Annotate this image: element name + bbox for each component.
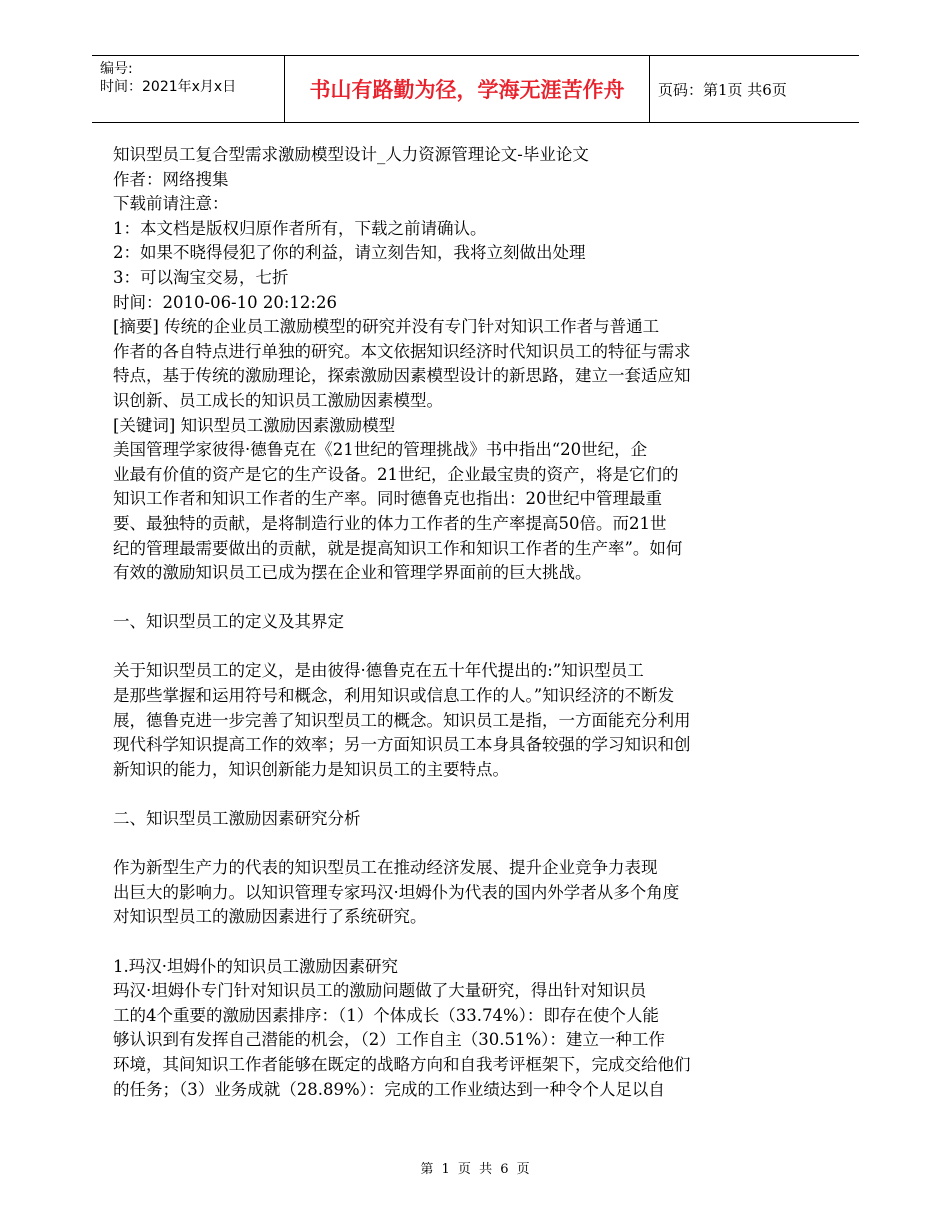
text-line: 作者的各自特点进行单独的研究。本文依据知识经济时代知识员工的特征与需求 xyxy=(113,341,691,361)
text-line: 2：如果不晓得侵犯了你的利益，请立刻告知，我将立刻做出处理 xyxy=(113,243,586,263)
footer-page-number: 1 xyxy=(441,1162,450,1177)
text-line: 作者：网络搜集 xyxy=(113,169,229,189)
text-line xyxy=(113,782,773,807)
text-line: 时间：2010-06-10 20:12:26 xyxy=(113,292,337,312)
document-time-label: 时间：2021年x月x日 xyxy=(100,79,237,95)
text-line: 工的4个重要的激励因素排序：（1）个体成长（33.74%）：即存在使个人能 xyxy=(113,1005,659,1025)
text-line: 要、最独特的贡献，是将制造行业的体力工作者的生产率提高50倍。而21世 xyxy=(113,513,667,533)
text-line: 业最有价值的资产是它的生产设备。21世纪，企业最宝贵的资产，将是它们的 xyxy=(113,464,679,484)
footer-ye2: 页 xyxy=(516,1162,530,1177)
header-info xyxy=(100,60,236,96)
text-line: 出巨大的影响力。以知识管理专家玛汉·坦姆仆为代表的国内外学者从多个角度 xyxy=(113,882,680,902)
text-line: 环境，其间知识工作者能够在既定的战略方向和自我考评框架下，完成交给他们 xyxy=(113,1054,691,1074)
text-line: 二、知识型员工激励因素研究分析 xyxy=(113,809,361,829)
text-line: 特点，基于传统的激励理论，探索激励因素模型设计的新思路，建立一套适应知 xyxy=(113,366,691,386)
text-line: 有效的激励知识员工已成为摆在企业和管理学界面前的巨大挑战。 xyxy=(113,563,592,583)
page-header xyxy=(92,55,859,123)
document-number-label: 编号: xyxy=(100,61,133,77)
header-divider xyxy=(649,56,650,122)
text-line: 1.玛汉·坦姆仆的知识员工激励因素研究 xyxy=(113,956,398,976)
footer-total-pages: 6 xyxy=(500,1162,509,1177)
document-body xyxy=(113,143,773,1102)
text-line: 3：可以淘宝交易，七折 xyxy=(113,267,289,287)
text-line xyxy=(113,635,773,660)
text-line: 知识型员工复合型需求激励模型设计_人力资源管理论文-毕业论文 xyxy=(113,145,589,164)
text-line: 1：本文档是版权归原作者所有，下载之前请确认。 xyxy=(113,218,487,238)
text-line: 是那些掌握和运用符号和概念，利用知识或信息工作的人。”知识经济的不断发 xyxy=(113,686,675,706)
header-motto: 书山有路勤为径，学海无涯苦作舟 xyxy=(309,77,625,102)
text-line: [关键词] 知识型员工激励因素激励模型 xyxy=(113,415,396,435)
text-line: 的任务；（3）业务成就（28.89%）：完成的工作业绩达到一种令个人足以自 xyxy=(113,1079,665,1099)
text-line: 关于知识型员工的定义，是由彼得·德鲁克在五十年代提出的:”知识型员工 xyxy=(113,661,644,681)
text-line: 下载前请注意： xyxy=(113,194,229,214)
text-line: 现代科学知识提高工作的效率；另一方面知识员工本身具备较强的学习知识和创 xyxy=(113,735,691,755)
text-line: 玛汉·坦姆仆专门针对知识员工的激励问题做了大量研究，得出针对知识员 xyxy=(113,981,647,1001)
text-line: 一、知识型员工的定义及其界定 xyxy=(113,612,344,632)
text-line: 对知识型员工的激励因素进行了系统研究。 xyxy=(113,907,427,927)
page-footer xyxy=(0,1158,950,1177)
text-line: [摘要] 传统的企业员工激励模型的研究并没有专门针对知识工作者与普通工 xyxy=(113,317,660,337)
footer-gong: 共 xyxy=(479,1162,493,1177)
text-line xyxy=(113,586,773,611)
text-line xyxy=(113,930,773,955)
header-page-info: 页码：第1页 共6页 xyxy=(658,80,787,99)
text-line: 识创新、员工成长的知识员工激励因素模型。 xyxy=(113,390,443,410)
text-line: 纪的管理最需要做出的贡献，就是提高知识工作和知识工作者的生产率”。如何 xyxy=(113,538,683,558)
text-line: 新知识的能力，知识创新能力是知识员工的主要特点。 xyxy=(113,759,509,779)
text-line xyxy=(113,832,773,857)
text-line: 展，德鲁克进一步完善了知识型员工的概念。知识员工是指，一方面能充分利用 xyxy=(113,710,691,730)
text-line: 作为新型生产力的代表的知识型员工在推动经济发展、提升企业竞争力表现 xyxy=(113,858,658,878)
text-line: 够认识到有发挥自己潜能的机会，（2）工作自主（30.51%）：建立一种工作 xyxy=(113,1030,665,1050)
footer-ye: 页 xyxy=(457,1162,471,1177)
text-line: 知识工作者和知识工作者的生产率。同时德鲁克也指出：20世纪中管理最重 xyxy=(113,489,662,509)
footer-di: 第 xyxy=(420,1162,434,1177)
text-line: 美国管理学家彼得·德鲁克在《21世纪的管理挑战》书中指出“20世纪，企 xyxy=(113,440,648,460)
